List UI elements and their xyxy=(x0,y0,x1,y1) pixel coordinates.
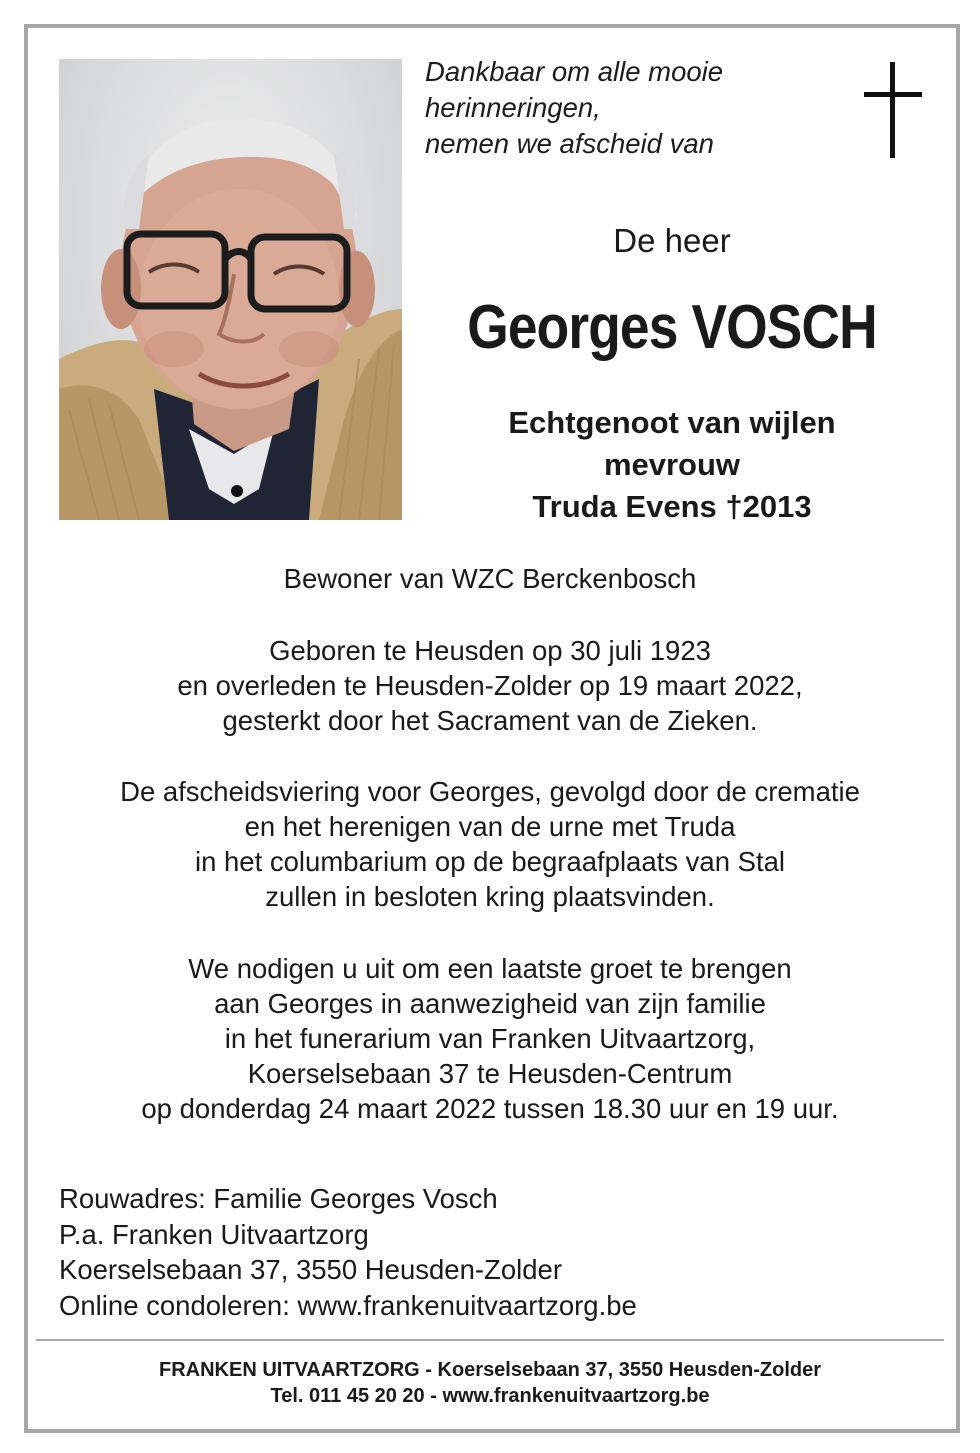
resident-line: Bewoner van WZC Berckenbosch xyxy=(283,563,697,594)
text-line: Koerselsebaan 37 te Heusden-Centrum xyxy=(247,1058,733,1089)
visitation-paragraph xyxy=(40,951,940,1126)
portrait-photo xyxy=(59,59,402,520)
address-line: Koerselsebaan 37, 3550 Heusden-Zolder xyxy=(59,1254,562,1285)
text-line: De afscheidsviering voor Georges, gevolgd door de crematie xyxy=(120,776,860,807)
condolence-link[interactable]: Online condoleren: www.frankenuitvaartzorg.be xyxy=(59,1289,637,1321)
spouse-line: mevrouw xyxy=(603,447,741,482)
text-line: op donderdag 24 maart 2022 tussen 18.30 uur en 19 uur. xyxy=(141,1093,839,1124)
text-line: en overleden te Heusden-Zolder op 19 maart 2022, xyxy=(177,670,803,701)
intro-line: Dankbaar om alle mooie xyxy=(425,56,724,87)
spouse-line: Truda Evens †2013 xyxy=(532,489,812,524)
intro-line: herinneringen, xyxy=(425,92,601,123)
spouse-info xyxy=(432,402,912,528)
portrait-illustration xyxy=(59,59,402,520)
text-line: zullen in besloten kring plaatsvinden. xyxy=(265,881,715,912)
address-line: P.a. Franken Uitvaartzorg xyxy=(59,1218,369,1250)
birth-death-paragraph xyxy=(40,633,940,738)
address-line: Rouwadres: Familie Georges Vosch xyxy=(59,1183,498,1214)
footer-line: FRANKEN UITVAARTZORG - Koerselsebaan 37, 3550 Heusden-Zolder xyxy=(159,1359,821,1381)
footer-line: Tel. 011 45 20 20 - www.frankenuitvaartzorg.be xyxy=(270,1385,710,1407)
text-line: in het funerarium van Franken Uitvaartzorg, xyxy=(224,1023,756,1054)
honorific: De heer xyxy=(613,222,731,259)
spouse-line: Echtgenoot van wijlen xyxy=(508,405,836,440)
cross-icon xyxy=(864,62,922,158)
mourning-address xyxy=(59,1181,637,1323)
intro-line: nemen we afscheid van xyxy=(425,128,714,159)
text-line: Geboren te Heusden op 30 juli 1923 xyxy=(269,635,711,666)
text-line: aan Georges in aanwezigheid van zijn familie xyxy=(214,988,766,1019)
intro-text xyxy=(425,54,723,162)
deceased-name: Georges VOSCH xyxy=(467,293,877,362)
ceremony-paragraph xyxy=(40,774,940,914)
text-line: gesterkt door het Sacrament van de Zieken. xyxy=(222,705,758,736)
text-line: in het columbarium op de begraafplaats van Stal xyxy=(194,846,786,877)
funeral-home-footer xyxy=(0,1357,980,1409)
divider xyxy=(36,1339,944,1341)
text-line: We nodigen u uit om een laatste groet te brengen xyxy=(188,953,792,984)
text-line: en het herenigen van de urne met Truda xyxy=(244,811,736,842)
